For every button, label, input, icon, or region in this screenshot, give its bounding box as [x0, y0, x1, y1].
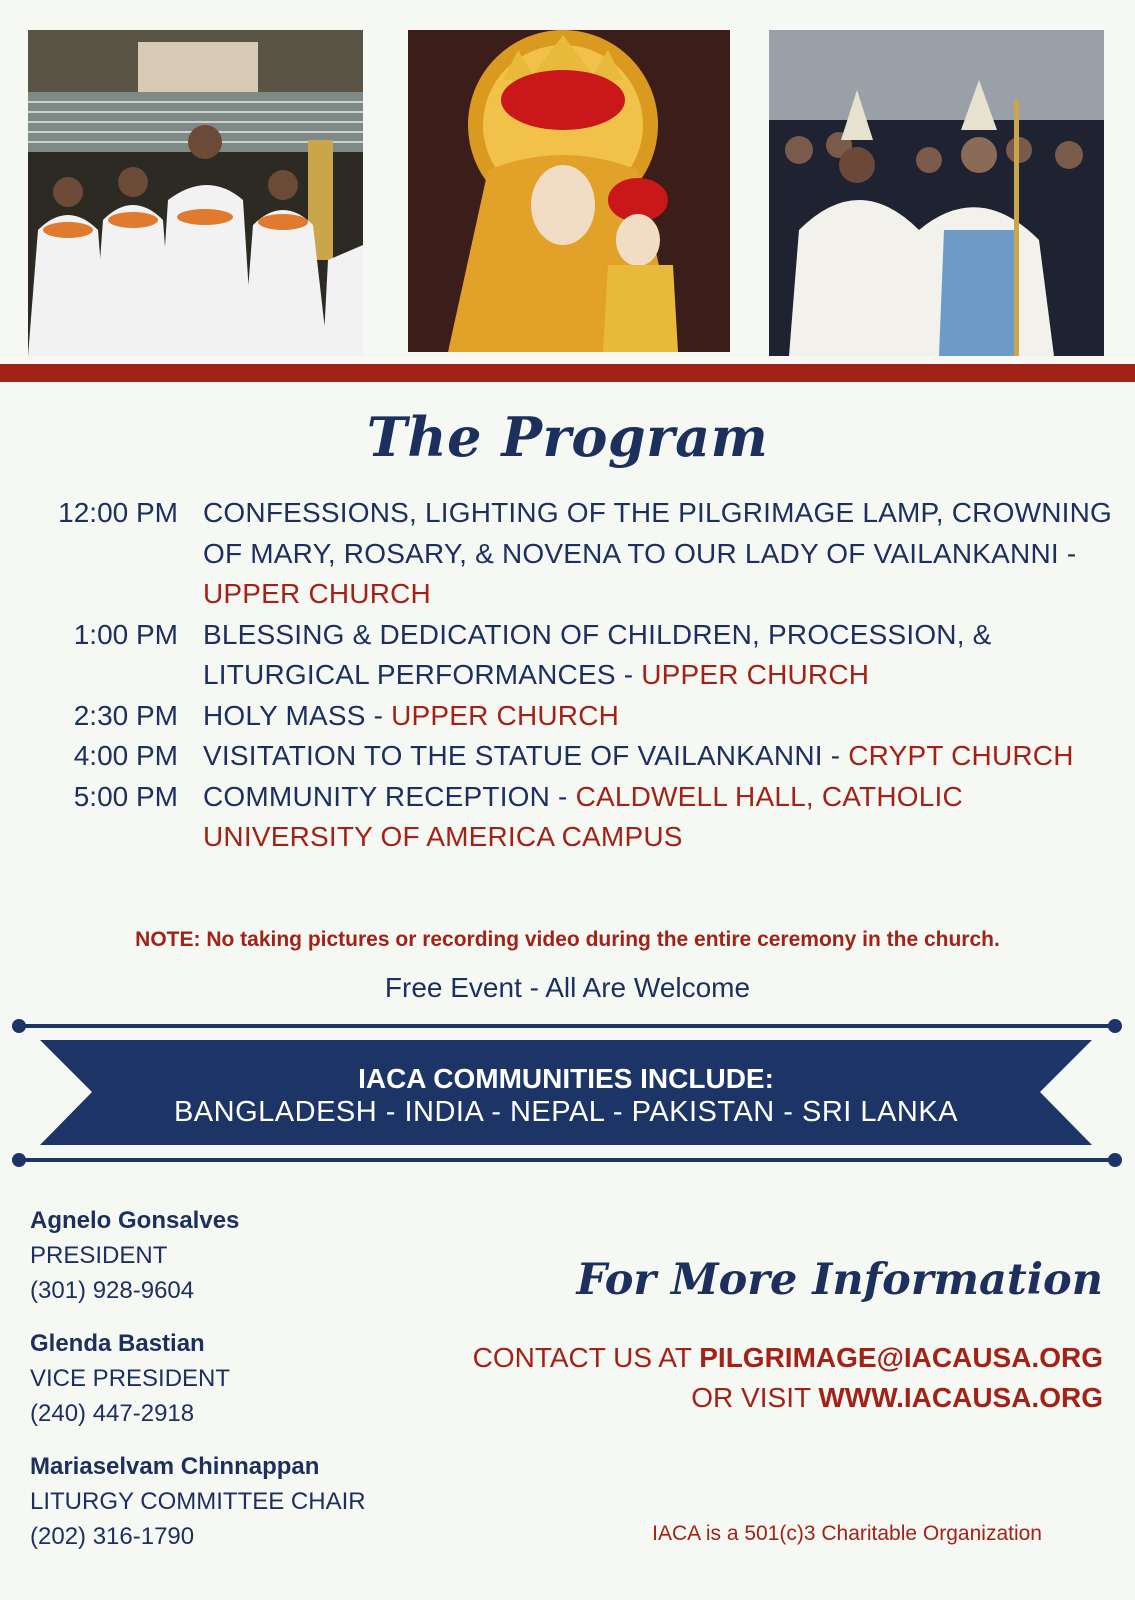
schedule-item	[28, 493, 1118, 615]
schedule-time: 5:00 PM	[73, 780, 178, 812]
contact-name: Mariaselvam Chinnappan	[30, 1453, 320, 1480]
schedule-item	[28, 696, 1118, 737]
children-with-flower-baskets-photo	[28, 30, 363, 356]
schedule-description: COMMUNITY RECEPTION - CALDWELL HALL, CATHOLIC UNIVERSITY OF AMERICA CAMPUS	[203, 780, 963, 852]
schedule-time: 4:00 PM	[73, 740, 178, 771]
website-link[interactable]: WWW.IACAUSA.ORG	[818, 1382, 1103, 1413]
contact-phone[interactable]: (202) 316-1790	[30, 1523, 195, 1550]
visit-prefix: OR VISIT	[691, 1382, 819, 1413]
contact-card	[30, 1449, 490, 1554]
contact-name: Agnelo Gonsalves	[30, 1207, 240, 1234]
contact-info	[473, 1338, 1103, 1418]
schedule-description: BLESSING & DEDICATION OF CHILDREN, PROCESSION, & LITURGICAL PERFORMANCES - UPPER CHURCH	[203, 618, 992, 690]
contact-card	[30, 1203, 490, 1308]
red-divider-bar	[0, 364, 1135, 382]
schedule-description: HOLY MASS - UPPER CHURCH	[203, 699, 620, 731]
contact-card	[30, 1326, 490, 1431]
schedule-location: CRYPT CHURCH	[848, 740, 1074, 771]
schedule-item	[28, 736, 1118, 777]
schedule-location: UPPER CHURCH	[203, 578, 431, 609]
schedule-item	[28, 615, 1118, 696]
contact-role: PRESIDENT	[30, 1242, 168, 1269]
divider-rule	[12, 1016, 1122, 1036]
program-schedule	[28, 493, 1118, 858]
banner-countries: BANGLADESH - INDIA - NEPAL - PAKISTAN - SRI LANKA	[173, 1096, 959, 1128]
contacts-list	[30, 1203, 490, 1572]
free-event-text: Free Event - All Are Welcome	[384, 972, 751, 1003]
contact-name: Glenda Bastian	[30, 1330, 205, 1357]
no-photography-note: NOTE: No taking pictures or recording video during the entire ceremony in the church.	[135, 928, 1000, 951]
schedule-description: VISITATION TO THE STATUE OF VAILANKANNI - CRYPT CHURCH	[203, 740, 1074, 771]
contact-role: LITURGY COMMITTEE CHAIR	[30, 1488, 366, 1515]
contact-phone[interactable]: (240) 447-2918	[30, 1400, 195, 1427]
schedule-location: UPPER CHURCH	[391, 699, 620, 731]
schedule-time: 2:30 PM	[73, 699, 178, 731]
charity-statement: IACA is a 501(c)3 Charitable Organization	[652, 1522, 1042, 1545]
bishops-in-procession-photo	[769, 30, 1104, 356]
program-title: The Program	[366, 405, 769, 469]
banner-heading: IACA COMMUNITIES INCLUDE:	[358, 1063, 774, 1094]
our-lady-of-vailankanni-statue-photo	[408, 30, 730, 352]
communities-banner	[40, 1040, 1092, 1145]
contact-prefix: CONTACT US AT	[472, 1342, 700, 1373]
email-link[interactable]: PILGRIMAGE@IACAUSA.ORG	[699, 1342, 1103, 1373]
schedule-item	[28, 777, 1118, 858]
contact-role: VICE PRESIDENT	[30, 1365, 231, 1392]
schedule-description: CONFESSIONS, LIGHTING OF THE PILGRIMAGE LAMP, CROWNING OF MARY, ROSARY, & NOVENA TO OUR LADY OF VAILANKANNI - UPPER CHURCH	[203, 497, 1113, 609]
more-info-title: For More Information	[576, 1255, 1103, 1305]
contact-phone[interactable]: (301) 928-9604	[30, 1277, 195, 1304]
divider-rule	[12, 1150, 1122, 1170]
schedule-time: 1:00 PM	[73, 618, 178, 650]
schedule-location: CALDWELL HALL, CATHOLIC UNIVERSITY OF AMERICA CAMPUS	[203, 780, 963, 852]
schedule-location: UPPER CHURCH	[641, 659, 870, 690]
schedule-time: 12:00 PM	[58, 497, 178, 528]
